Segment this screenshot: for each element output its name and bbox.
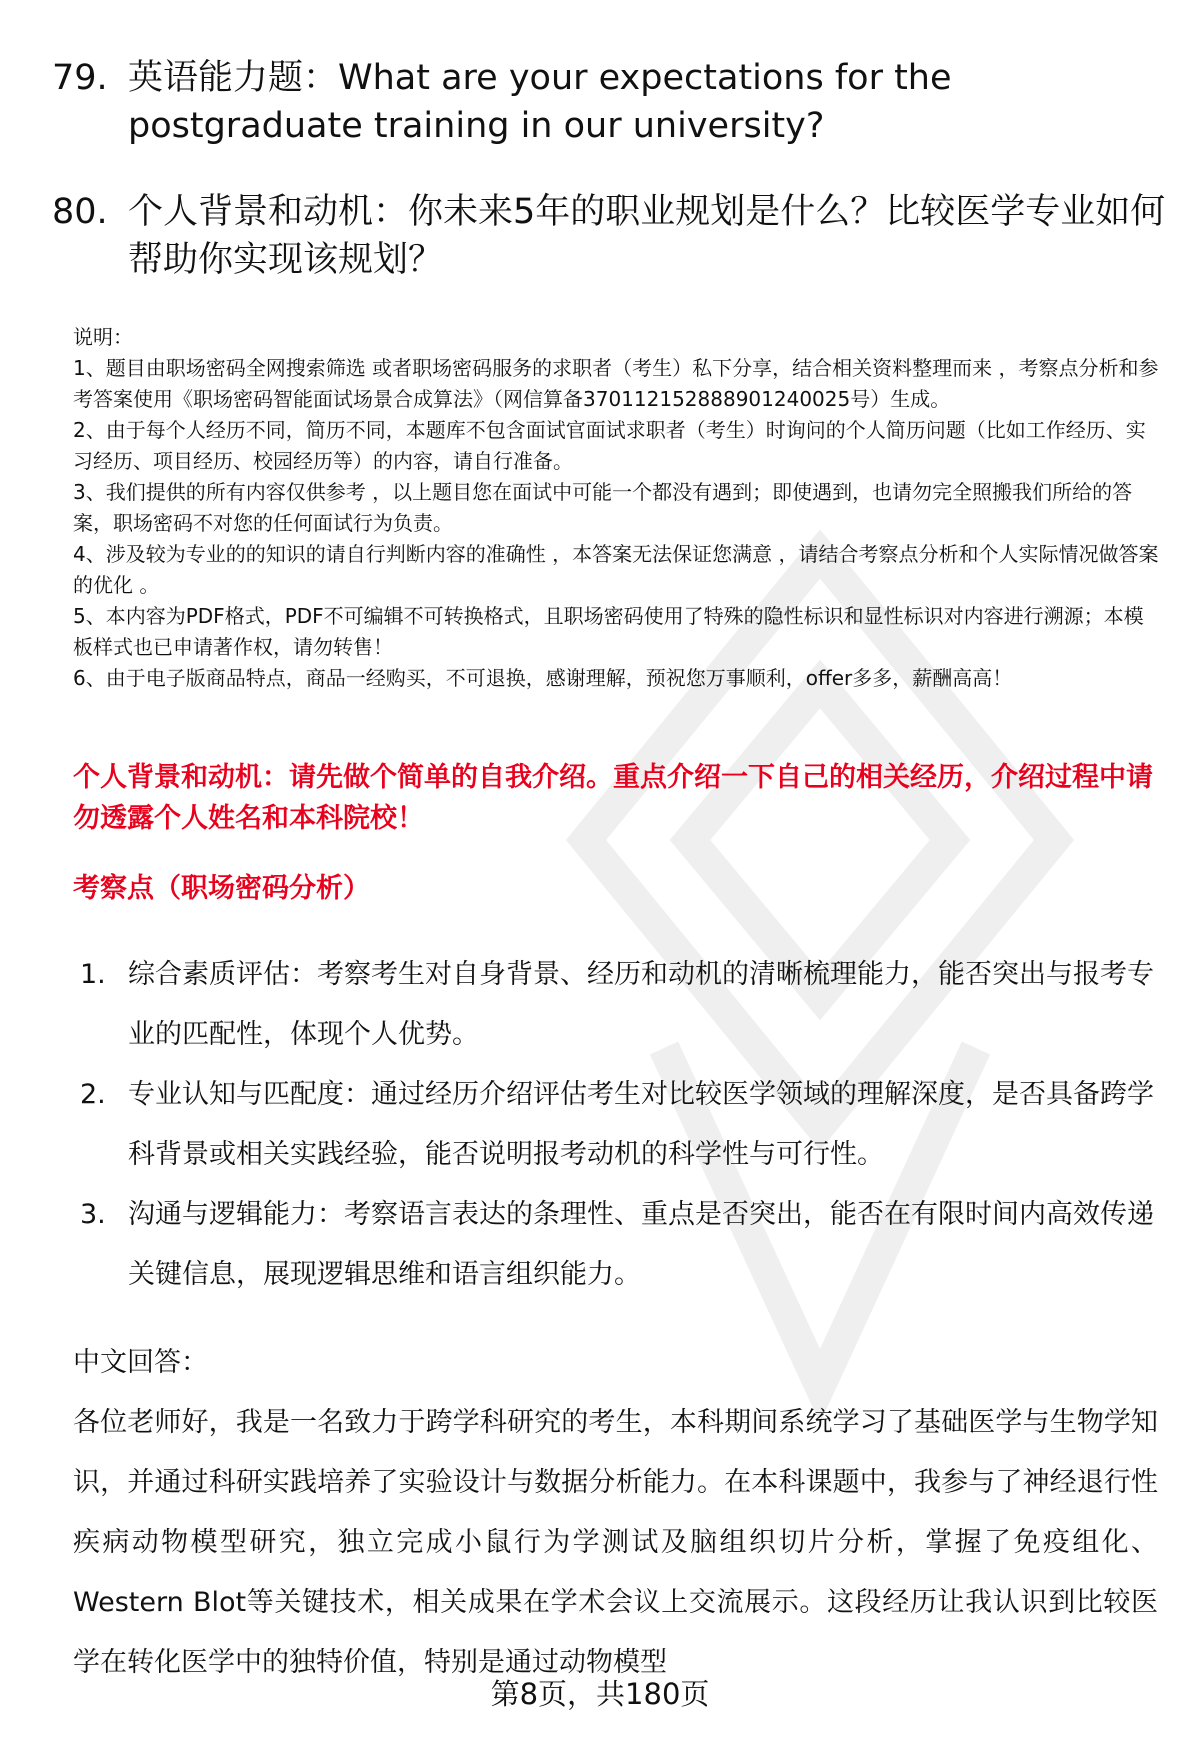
note-item: 3、我们提供的所有内容仅供参考 ，以上题目您在面试中可能一个都没有遇到；即使遇到，也请勿完全照搬我们所给的答案，职场密码不对您的任何面试行为负责。 <box>73 480 1133 535</box>
notes-title: 说明： <box>73 325 133 349</box>
analysis-title: 考察点（职场密码分析） <box>73 873 370 904</box>
note-item: 5、本内容为PDF格式，PDF不可编辑不可转换格式，且职场密码使用了特殊的隐性标识和显性标识对内容进行溯源；本模板样式也已申请著作权，请勿转售！ <box>73 604 1144 659</box>
analysis-point <box>80 1065 1160 1185</box>
note-item: 2、由于每个人经历不同，简历不同，本题库不包含面试官面试求职者（考生）时询问的个人简历问题（比如工作经历、实习经历、项目经历、校园经历等）的内容，请自行准备。 <box>73 418 1146 473</box>
question-text: 个人背景和动机：你未来5年的职业规划是什么？比较医学专业如何帮助你实现该规划？ <box>128 192 1166 280</box>
point-number: 1. <box>80 959 106 990</box>
note-item: 1、题目由职场密码全网搜索筛选 或者职场密码服务的求职者（考生）私下分享，结合相关资料整理而来 ，考察点分析和参考答案使用《职场密码智能面试场景合成算法》（网信算备370112152888901240025号）生成。 <box>73 356 1159 411</box>
analysis-points <box>80 945 1160 1305</box>
question-number: 80. <box>52 192 108 232</box>
point-text: 综合素质评估：考察考生对自身背景、经历和动机的清晰梳理能力，能否突出与报考专业的匹配性，体现个人优势。 <box>128 959 1154 1050</box>
analysis-point <box>80 945 1160 1065</box>
answer-text: 各位老师好，我是一名致力于跨学科研究的考生，本科期间系统学习了基础医学与生物学知识，并通过科研实践培养了实验设计与数据分析能力。在本科课题中，我参与了神经退行性疾病动物模型研究，独立完成小鼠行为学测试及脑组织切片分析，掌握了免疫组化、Western Blot等关键技术，相关成果在学术会议上交流展示。这段经历让我认识到比较医学在转化医学中的独特价值，特别是通过动物模型 <box>73 1407 1158 1678</box>
answer-label: 中文回答： <box>73 1347 208 1378</box>
note-item: 4、涉及较为专业的的知识的请自行判断内容的准确性 ，本答案无法保证您满意 ，请结合考察点分析和个人实际情况做答案的优化 。 <box>73 542 1159 597</box>
question-text: 英语能力题：What are your expectations for the postgraduate training in our university? <box>128 58 952 146</box>
analysis-point <box>80 1185 1160 1305</box>
notes-section <box>73 322 1163 694</box>
point-number: 3. <box>80 1199 106 1230</box>
point-text: 沟通与逻辑能力：考察语言表达的条理性、重点是否突出，能否在有限时间内高效传递关键信息，展现逻辑思维和语言组织能力。 <box>128 1199 1154 1290</box>
question-79 <box>52 54 1172 150</box>
question-number: 79. <box>52 58 108 98</box>
point-number: 2. <box>80 1079 106 1110</box>
point-text: 专业认知与匹配度：通过经历介绍评估考生对比较医学领域的理解深度，是否具备跨学科背景或相关实践经验，能否说明报考动机的科学性与可行性。 <box>128 1079 1154 1170</box>
current-question-heading: 个人背景和动机：请先做个简单的自我介绍。重点介绍一下自己的相关经历，介绍过程中请勿透露个人姓名和本科院校！ <box>73 762 1153 834</box>
page-footer: 第8页，共180页 <box>490 1677 710 1711</box>
note-item: 6、由于电子版商品特点，商品一经购买，不可退换，感谢理解，预祝您万事顺利，offer多多，薪酬高高！ <box>73 666 1013 690</box>
question-80 <box>52 188 1172 284</box>
